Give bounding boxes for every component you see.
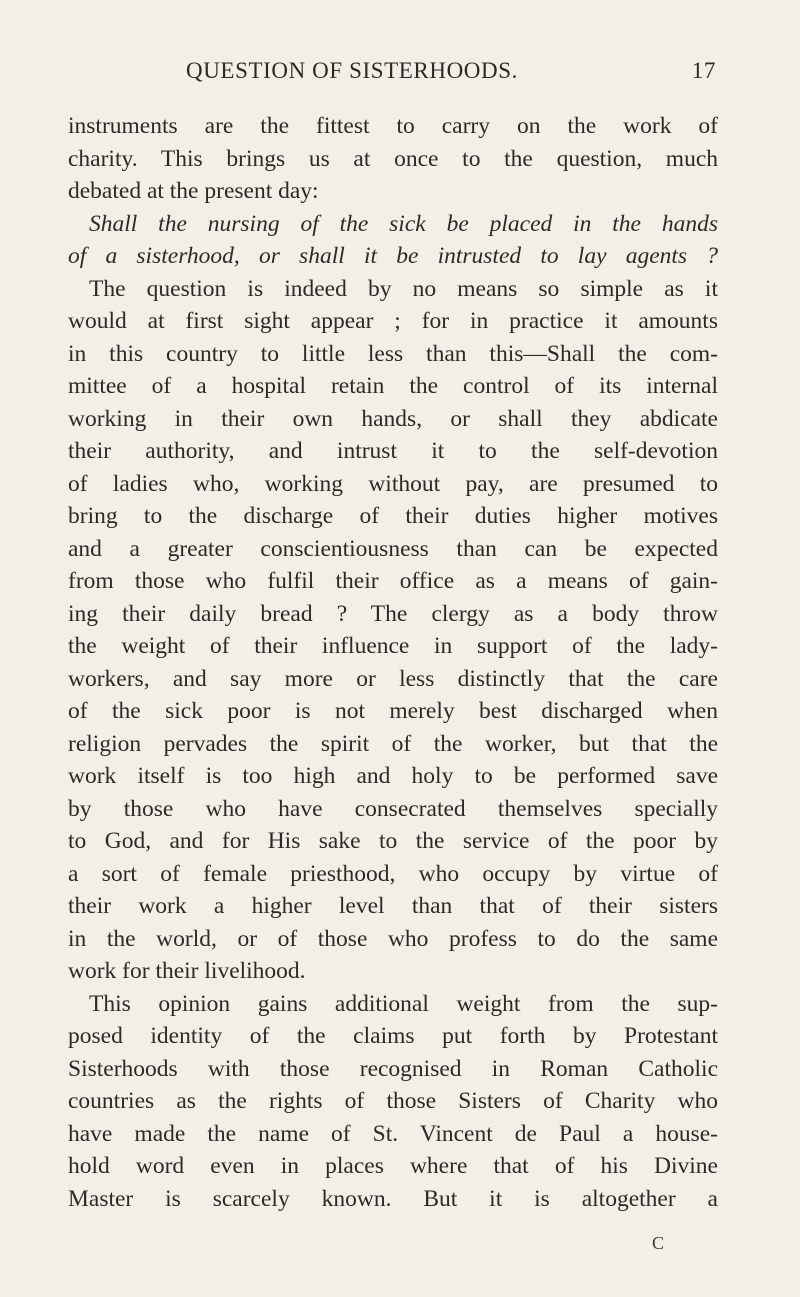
page-number: 17 bbox=[691, 58, 716, 83]
text-line: posed identity of the claims put forth by Protestant bbox=[68, 1023, 718, 1049]
text-line: from those who fulfil their office as a means of gain- bbox=[68, 568, 718, 594]
text-line: in this country to little less than this—Shall the com- bbox=[68, 340, 718, 367]
text-line: of ladies who, working without pay, are presumed to bbox=[68, 470, 718, 497]
text-line: mittee of a hospital retain the control of its internal bbox=[68, 373, 718, 399]
text-line: a sort of female priesthood, who occupy by virtue of bbox=[68, 860, 718, 887]
text-line: by those who have consecrated themselves specially bbox=[68, 795, 718, 822]
text-line: debated at the present day: bbox=[68, 178, 319, 204]
text-line: working in their own hands, or shall they abdicate bbox=[68, 405, 718, 432]
text-line: work for their livelihood. bbox=[68, 958, 306, 984]
text-line: The question is indeed by no means so simple as it bbox=[89, 275, 718, 302]
text-line: the weight of their influence in support of the lady- bbox=[68, 633, 718, 659]
text-line: workers, and say more or less distinctly that the care bbox=[68, 665, 718, 692]
text-line: hold word even in places where that of his Divine bbox=[68, 1153, 718, 1179]
italic-question-line: Shall the nursing of the sick be placed in the hands bbox=[89, 210, 718, 237]
text-line: This opinion gains additional weight from the sup- bbox=[89, 990, 718, 1017]
text-line: countries as the rights of those Sisters of Charity who bbox=[68, 1088, 718, 1114]
body-text bbox=[68, 110, 718, 1215]
text-line: religion pervades the spirit of the worker, but that the bbox=[68, 730, 718, 757]
text-line: ing their daily bread ? The clergy as a body throw bbox=[68, 600, 718, 627]
signature-mark: C bbox=[652, 1233, 666, 1253]
running-head bbox=[186, 58, 716, 86]
text-line: bring to the discharge of their duties higher motives bbox=[68, 503, 718, 529]
text-line: to God, and for His sake to the service of the poor by bbox=[68, 828, 718, 854]
text-line: their authority, and intrust it to the self-devotion bbox=[68, 438, 718, 464]
text-line: of the sick poor is not merely best discharged when bbox=[68, 698, 718, 724]
text-line: charity. This brings us at once to the question, much bbox=[68, 145, 718, 172]
text-line: in the world, or of those who profess to do the same bbox=[68, 925, 718, 952]
text-line: Sisterhoods with those recognised in Roman Catholic bbox=[68, 1055, 718, 1082]
text-line: have made the name of St. Vincent de Paul a house- bbox=[68, 1120, 718, 1147]
text-line: instruments are the fittest to carry on the work of bbox=[68, 113, 718, 139]
italic-question-line: of a sisterhood, or shall it be intrusted to lay agents ? bbox=[68, 243, 718, 269]
text-line: Master is scarcely known. But it is altogether a bbox=[68, 1185, 718, 1212]
text-line: their work a higher level than that of their sisters bbox=[68, 893, 718, 919]
text-line: would at first sight appear ; for in practice it amounts bbox=[68, 308, 718, 334]
text-line: and a greater conscientiousness than can be expected bbox=[68, 535, 718, 562]
running-title: QUESTION OF SISTERHOODS. bbox=[186, 58, 518, 83]
text-line: work itself is too high and holy to be performed save bbox=[68, 763, 718, 789]
